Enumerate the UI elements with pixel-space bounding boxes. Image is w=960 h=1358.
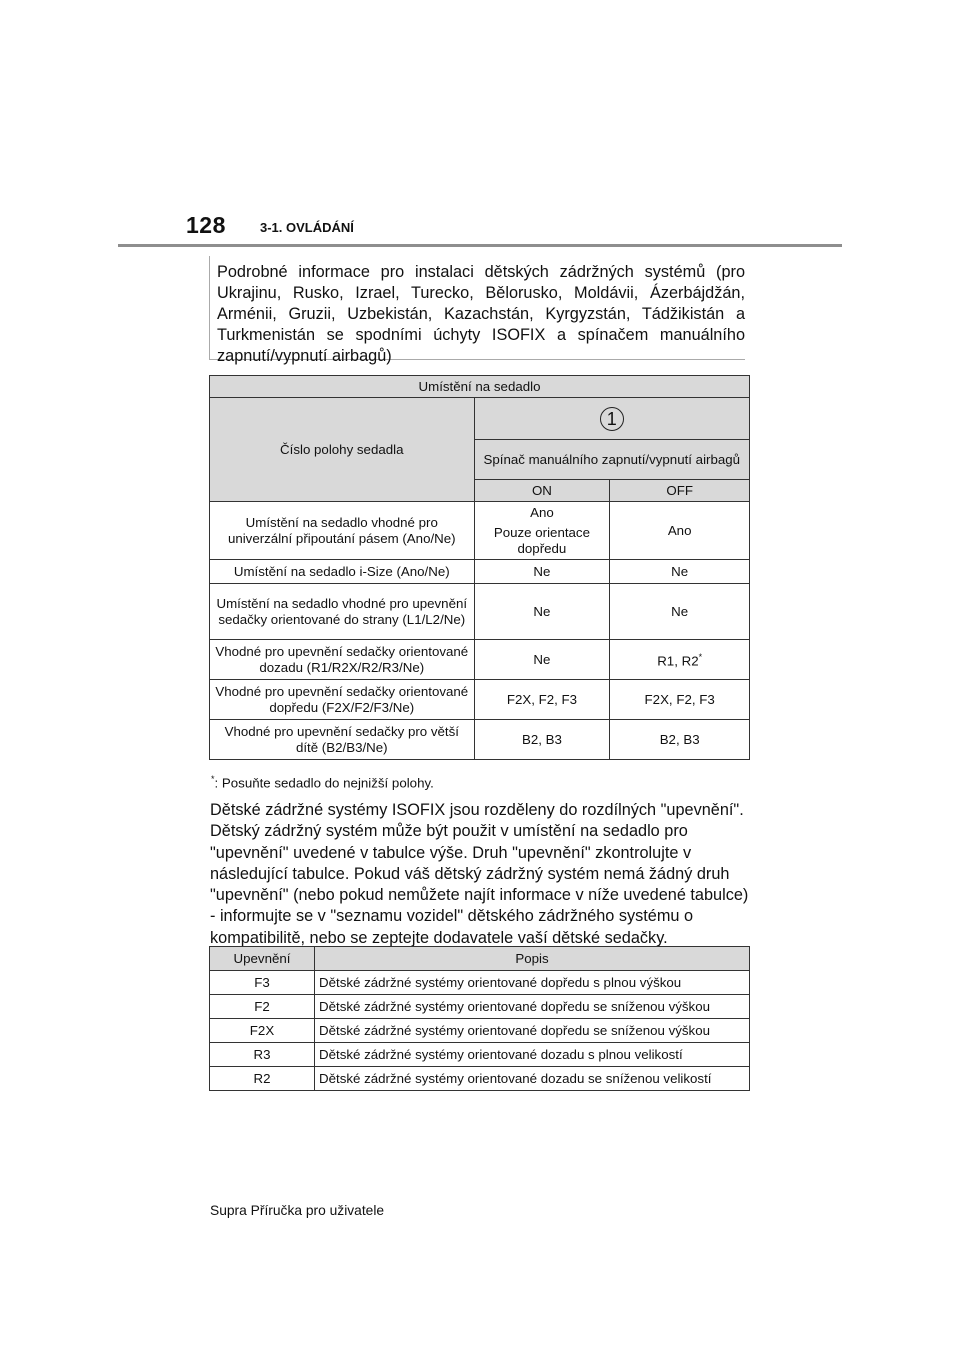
table-row xyxy=(210,1067,750,1091)
row-label: Vhodné pro upevnění sedačky pro větší dítě (B2/B3/Ne) xyxy=(210,720,475,760)
off-value: Ne xyxy=(610,584,750,640)
table-row xyxy=(210,502,750,560)
off-value: Ano xyxy=(610,502,750,560)
on-value: B2, B3 xyxy=(474,720,610,760)
position-number-cell xyxy=(474,398,749,440)
table-title-row xyxy=(210,376,750,398)
table-title: Umístění na sedadlo xyxy=(210,376,750,398)
position-row xyxy=(210,398,750,440)
fixture-desc: Dětské zádržné systémy orientované dozadu se sníženou velikostí xyxy=(315,1067,750,1091)
table-row xyxy=(210,560,750,584)
row-label: Umístění na sedadlo vhodné pro univerzální připoutání pásem (Ano/Ne) xyxy=(210,502,475,560)
fixture-desc: Dětské zádržné systémy orientované dopředu se sníženou výškou xyxy=(315,995,750,1019)
fixture-desc: Dětské zádržné systémy orientované dopředu s plnou výškou xyxy=(315,971,750,995)
off-label: OFF xyxy=(610,480,750,502)
fixture-code: F2X xyxy=(210,1019,315,1043)
table-row xyxy=(210,995,750,1019)
on-value-note: Pouze orientace dopředu xyxy=(493,524,590,556)
on-label: ON xyxy=(474,480,610,502)
switch-label: Spínač manuálního zapnutí/vypnutí airbagů xyxy=(474,440,749,480)
off-value: R1, R2 xyxy=(657,653,699,669)
desc-col-header: Popis xyxy=(315,947,750,971)
fixture-desc: Dětské zádržné systémy orientované dozadu s plnou velikostí xyxy=(315,1043,750,1067)
fixture-code: F2 xyxy=(210,995,315,1019)
on-value: Ne xyxy=(474,560,610,584)
on-value: Ne xyxy=(474,584,610,640)
row-label: Umístění na sedadlo vhodné pro upevnění sedačky orientované do strany (L1/L2/Ne) xyxy=(210,584,475,640)
page-number: 128 xyxy=(186,212,226,238)
row-label: Umístění na sedadlo i-Size (Ano/Ne) xyxy=(210,560,475,584)
on-cell xyxy=(474,502,610,560)
table-row xyxy=(210,1043,750,1067)
fixture-table xyxy=(209,946,750,1091)
fixture-header-row xyxy=(210,947,750,971)
footnote xyxy=(211,774,434,790)
on-value: Ne xyxy=(474,640,610,680)
intro-box: Podrobné informace pro instalaci dětských zádržných systémů (pro Ukrajinu, Rusko, Izrael, Turecko, Bělorusko, Moldávii, Ázerbájdžán, Arménii, Gruzii, Uzbekistán, Kazachstán, Kyrgyzstán, Tádžikistán a Turkmenistán se spodními úchyty ISOFIX a spínačem manuálního zapnutí/vypnutí airbagů) xyxy=(209,256,745,360)
fixture-code: R3 xyxy=(210,1043,315,1067)
table-row xyxy=(210,971,750,995)
fixture-col-header: Upevnění xyxy=(210,947,315,971)
footnote-mark: * xyxy=(698,652,703,663)
off-cell xyxy=(610,640,750,680)
fixture-desc: Dětské zádržné systémy orientované dopředu se sníženou výškou xyxy=(315,1019,750,1043)
fixture-code: R2 xyxy=(210,1067,315,1091)
row-label: Vhodné pro upevnění sedačky orientované dozadu (R1/R2X/R2/R3/Ne) xyxy=(210,640,475,680)
on-value: Ano xyxy=(530,504,554,520)
table-row xyxy=(210,640,750,680)
body-paragraph: Dětské zádržné systémy ISOFIX jsou rozděleny do rozdílných "upevnění". Dětský zádržný systém může být použit v umístění na sedadlo pro "upevnění" uvedené v tabulce výše. Druh "upevnění" zkontrolujte v následující tabulce. Pokud váš dětský zádržný systém nemá žádný druh "upevnění" (nebo pokud nemůžete najít informace v níže uvedené tabulce) - informujte se v "seznamu vozidel" dětského zádržného systému o kompatibilitě, nebo se zeptejte dodavatele vaší dětské sedačky. xyxy=(210,801,749,947)
off-value: B2, B3 xyxy=(610,720,750,760)
table-row xyxy=(210,680,750,720)
position-number: 1 xyxy=(600,407,624,431)
row-label: Vhodné pro upevnění sedačky orientované dopředu (F2X/F2/F3/Ne) xyxy=(210,680,475,720)
table-row xyxy=(210,720,750,760)
section-title: 3-1. OVLÁDÁNÍ xyxy=(260,220,354,235)
on-value: F2X, F2, F3 xyxy=(474,680,610,720)
position-label: Číslo polohy sedadla xyxy=(210,398,475,502)
seat-position-table xyxy=(209,375,750,760)
header-divider xyxy=(118,244,842,247)
table-row xyxy=(210,1019,750,1043)
table-row xyxy=(210,584,750,640)
off-value: Ne xyxy=(610,560,750,584)
fixture-code: F3 xyxy=(210,971,315,995)
off-value: F2X, F2, F3 xyxy=(610,680,750,720)
footnote-text: : Posuňte sedadlo do nejnižší polohy. xyxy=(214,775,434,791)
footnote-mark: * xyxy=(211,774,215,784)
footer-title: Supra Příručka pro uživatele xyxy=(210,1203,385,1218)
